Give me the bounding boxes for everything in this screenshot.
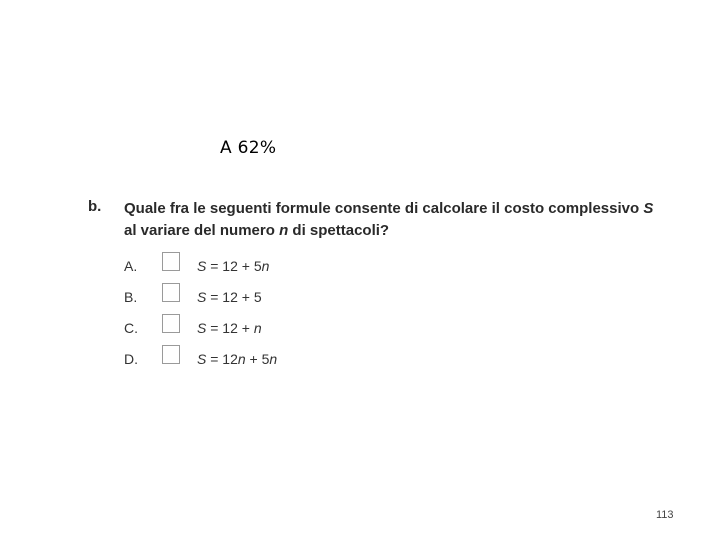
option-a-label: A. [124, 258, 138, 274]
formula-text: = 12 + 5 [206, 258, 262, 274]
formula-var: S [197, 351, 207, 367]
option-d-formula [197, 351, 277, 367]
formula-var: S [197, 320, 207, 336]
option-b-formula [197, 289, 262, 305]
formula-var: n [237, 351, 246, 367]
formula-var: n [269, 351, 278, 367]
option-a-checkbox[interactable] [162, 252, 180, 271]
option-d-checkbox[interactable] [162, 345, 180, 364]
option-b-label: B. [124, 289, 138, 305]
option-a-formula [197, 258, 269, 274]
option-c-checkbox[interactable] [162, 314, 180, 333]
option-c-formula [197, 320, 262, 336]
variable-s: S [643, 200, 654, 217]
option-c-label: C. [124, 320, 138, 336]
percentage-label: A 62% [220, 138, 277, 158]
formula-var: S [197, 258, 207, 274]
question-text-part2: al variare del numero [124, 222, 280, 239]
formula-text: + 5 [245, 351, 270, 367]
formula-var: S [197, 289, 207, 305]
formula-var: n [253, 320, 262, 336]
question-text-part3: di spettacoli? [288, 222, 390, 239]
question-text [124, 198, 664, 242]
variable-n: n [279, 222, 289, 239]
page-number: 113 [656, 509, 674, 521]
question-letter: b. [88, 198, 102, 215]
formula-text: = 12 + [206, 320, 254, 336]
formula-var: n [261, 258, 270, 274]
formula-text: = 12 [206, 351, 238, 367]
formula-text: = 12 + 5 [206, 289, 262, 305]
option-d-label: D. [124, 351, 138, 367]
question-text-part1: Quale fra le seguenti formule consente di calcolare il costo complessivo [124, 200, 644, 217]
option-b-checkbox[interactable] [162, 283, 180, 302]
